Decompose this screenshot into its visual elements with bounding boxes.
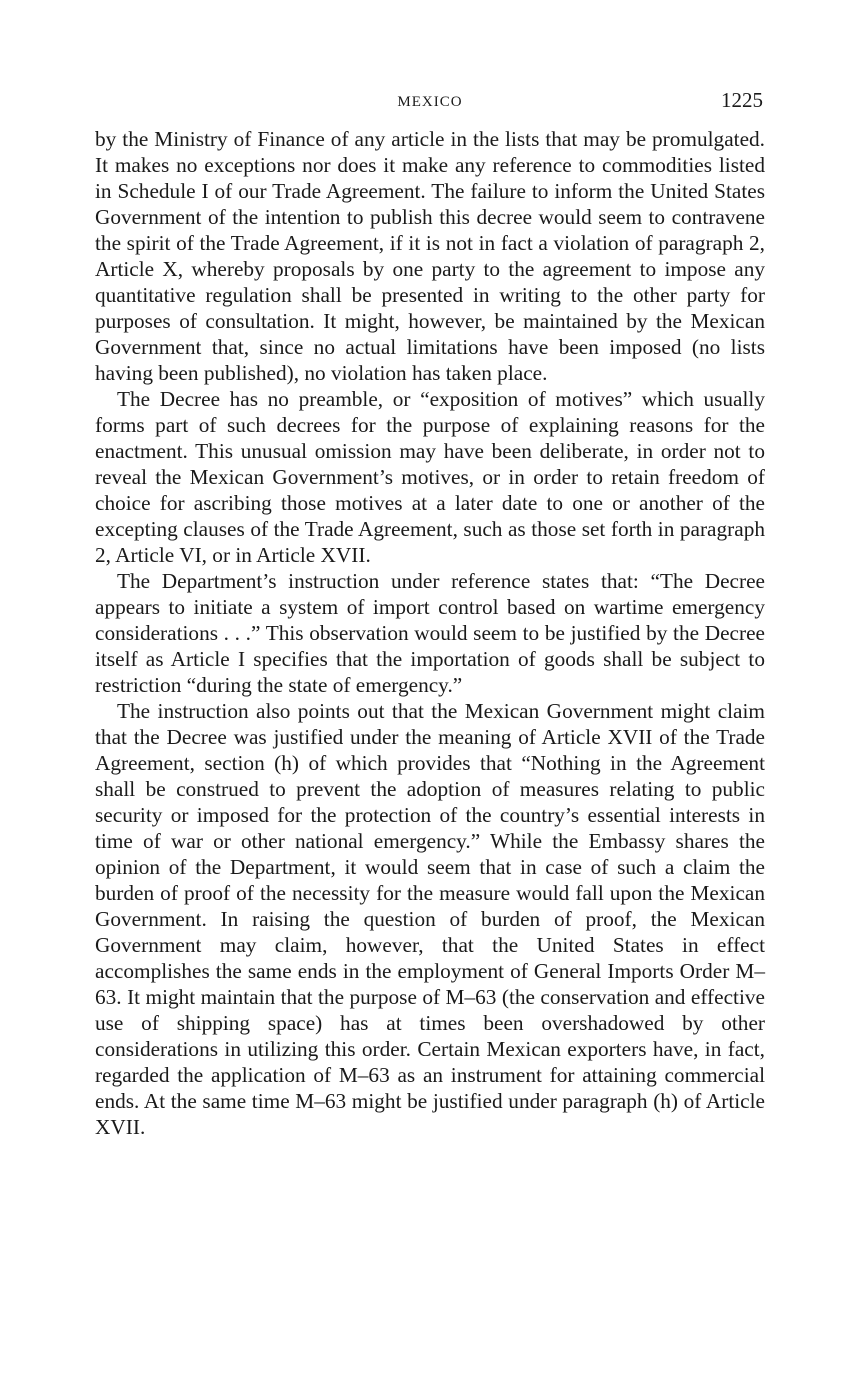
document-page (95, 88, 765, 1140)
body-text (95, 126, 765, 1140)
paragraph-2: The Decree has no preamble, or “exposition of motives” which usually forms part of such decrees for the purpose of explaining reasons for the enactment. This unusual omission may have been deliberate, in order not to reveal the Mexican Government’s motives, or in order to retain freedom of choice for ascribing those motives at a later date to one or another of the excepting clauses of the Trade Agreement, such as those set forth in paragraph 2, Article VI, or in Article XVII. (95, 387, 765, 567)
paragraph-4: The instruction also points out that the Mexican Government might claim that the Decree was justified under the meaning of Article XVII of the Trade Agreement, section (h) of which provides that “Nothing in the Agreement shall be construed to prevent the adoption of measures relating to public security or imposed for the protection of the country’s essential interests in time of war or other national emergency.” While the Embassy shares the opinion of the Department, it would seem that in case of such a claim the burden of proof of the necessity for the measure would fall upon the Mexican Government. In raising the question of burden of proof, the Mexican Government may claim, however, that the United States in effect accomplishes the same ends in the employment of General Imports Order M–63. It might maintain that the purpose of M–63 (the conservation and effective use of shipping space) has at times been overshadowed by other considerations in utilizing this order. Certain Mexican exporters have, in fact, regarded the application of M–63 as an instrument for attaining commercial ends. At the same time M–63 might be justified under paragraph (h) of Article XVII. (95, 699, 765, 1139)
running-head: MEXICO (397, 94, 463, 110)
paragraph-3: The Department’s instruction under reference states that: “The Decree appears to initiate a system of import control based on wartime emergency considerations . . .” This observation would seem to be justified by the Decree itself as Article I specifies that the importation of goods shall be subject to restriction “during the state of emergency.” (95, 569, 765, 697)
paragraph-1: by the Ministry of Finance of any article in the lists that may be promulgated. It makes no exceptions nor does it make any reference to commodities listed in Schedule I of our Trade Agreement. The failure to inform the United States Government of the intention to publish this decree would seem to contravene the spirit of the Trade Agreement, if it is not in fact a violation of paragraph 2, Article X, whereby proposals by one party to the agreement to impose any quantitative regulation shall be presented in writing to the other party for purposes of consultation. It might, however, be maintained by the Mexican Government that, since no actual limitations have been imposed (no lists having been published), no violation has taken place. (95, 127, 765, 385)
page-header (95, 88, 765, 120)
page-number: 1225 (721, 88, 763, 112)
